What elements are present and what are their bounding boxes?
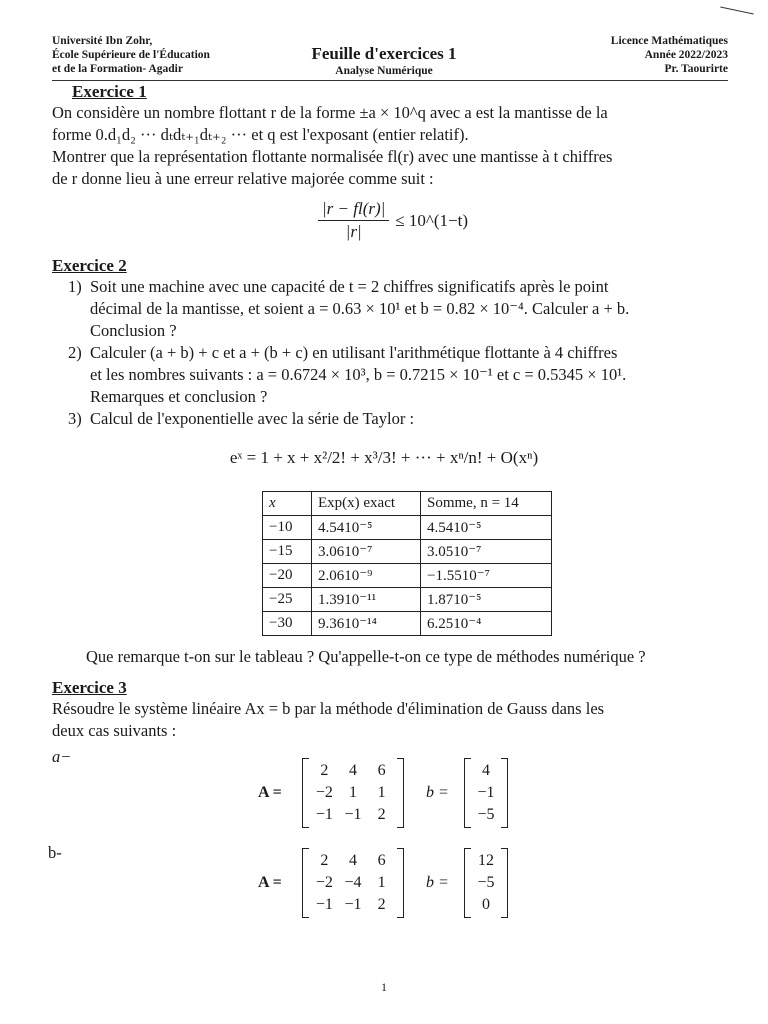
matrix-cell: −2 — [315, 874, 333, 891]
sheet-subtitle: Analyse Numérique — [335, 65, 433, 77]
vector-cell: 4 — [482, 762, 490, 779]
matrix-row — [310, 760, 396, 782]
table-question: Que remarque t-on sur le tableau ? Qu'appelle-t-on ce type de méthodes numérique ? — [86, 647, 646, 666]
left-bracket — [464, 848, 471, 918]
table-cell: −15 — [263, 540, 312, 564]
matrix-cell: 1 — [348, 784, 357, 801]
vector-cell: 12 — [478, 852, 494, 869]
exercise-1-text — [52, 102, 612, 190]
item-line: et les nombres suivants : a = 0.6724 × 10³, b = 0.7215 × 10⁻¹ et c = 0.5345 × 10¹. — [90, 365, 627, 384]
vector-cell: 0 — [482, 896, 490, 913]
table-row — [263, 612, 552, 636]
course-line: Licence Mathématiques — [610, 35, 728, 47]
list-item — [68, 276, 728, 342]
table-cell: 1.3910⁻¹¹ — [312, 588, 421, 612]
vector-row — [469, 760, 503, 782]
vector-b2 — [464, 848, 508, 918]
vector-cell: −5 — [477, 874, 495, 891]
matrix-row — [310, 782, 396, 804]
exp-table-wrapper — [262, 491, 552, 636]
table-cell: −10 — [263, 516, 312, 540]
taylor-series-formula: eˣ = 1 + x + x²/2! + x³/3! + ··· + xⁿ/n! + O(xⁿ) — [229, 448, 539, 467]
table-cell: 4.5410⁻⁵ — [312, 516, 421, 540]
pen-mark — [720, 6, 753, 14]
column-header: x — [263, 492, 312, 516]
vector-b-label: b = — [426, 784, 449, 801]
text-line: On considère un nombre flottant r de la forme ±a × 10^q avec a est la mantisse de la — [52, 103, 608, 122]
vector-cell: −1 — [477, 784, 495, 801]
list-item — [68, 408, 728, 430]
item-line: Soit une machine avec une capacité de t = 2 chiffres significatifs après le point — [90, 277, 609, 296]
relative-error-formula — [318, 198, 468, 243]
table-cell: 9.3610⁻¹⁴ — [312, 612, 421, 636]
item-line: Calculer (a + b) + c et a + (b + c) en utilisant l'arithmétique flottante à 4 chiffres — [90, 343, 618, 362]
right-bracket — [501, 848, 508, 918]
inequality-rhs: ≤ 10^(1−t) — [395, 210, 469, 230]
page-number: 1 — [381, 980, 387, 994]
table-cell: −30 — [263, 612, 312, 636]
table-cell: 6.2510⁻⁴ — [421, 612, 552, 636]
table-cell: 3.0610⁻⁷ — [312, 540, 421, 564]
matrix-cell: 2 — [320, 762, 329, 779]
column-header: Somme, n = 14 — [421, 492, 552, 516]
table-cell: −1.5510⁻⁷ — [421, 564, 552, 588]
item-line: Remarques et conclusion ? — [90, 387, 268, 406]
left-bracket — [302, 758, 309, 828]
exercise-3-text — [52, 698, 604, 742]
matrix-cell: 2 — [377, 896, 386, 913]
table-cell: −20 — [263, 564, 312, 588]
matrix-cell: 1 — [377, 784, 386, 801]
vector-b-label: b = — [426, 874, 449, 891]
column-header: Exp(x) exact — [312, 492, 421, 516]
text-line: de r donne lieu à une erreur relative majorée comme suit : — [52, 169, 434, 188]
table-header-row — [263, 492, 552, 516]
matrix-cell: −2 — [315, 784, 333, 801]
table-row — [263, 588, 552, 612]
matrix-cell: 2 — [377, 806, 386, 823]
matrix-a2 — [302, 848, 404, 918]
matrix-cell: 6 — [377, 852, 386, 869]
table-cell: 3.0510⁻⁷ — [421, 540, 552, 564]
vector-row — [469, 894, 503, 916]
matrix-a1 — [302, 758, 404, 828]
right-bracket — [501, 758, 508, 828]
vector-row — [469, 872, 503, 894]
vector-b1 — [464, 758, 508, 828]
fraction-numerator: |r − fl(r)| — [318, 198, 389, 221]
text-line: deux cas suivants : — [52, 721, 177, 740]
exercise-2-title: Exercice 2 — [52, 256, 127, 275]
table-cell: 4.5410⁻⁵ — [421, 516, 552, 540]
left-bracket — [464, 758, 471, 828]
matrix-cell: 2 — [320, 852, 329, 869]
table-row — [263, 516, 552, 540]
table-row — [263, 564, 552, 588]
matrix-row — [310, 850, 396, 872]
vector-cell: −5 — [477, 806, 495, 823]
fraction — [318, 198, 389, 243]
matrix-cell: −4 — [344, 874, 362, 891]
matrix-a-label: A = — [258, 784, 282, 801]
institution-line: Université Ibn Zohr, — [52, 35, 153, 47]
item-number: 2) — [68, 343, 82, 362]
matrix-row — [310, 894, 396, 916]
right-bracket — [397, 758, 404, 828]
text-line: Résoudre le système linéaire Ax = b par la méthode d'élimination de Gauss dans les — [52, 699, 605, 718]
matrix-row — [310, 804, 396, 826]
matrix-cell: −1 — [344, 896, 362, 913]
header-divider — [52, 80, 728, 81]
list-item — [68, 342, 728, 408]
item-number: 1) — [68, 277, 82, 296]
exercise-2-items — [68, 276, 728, 430]
vector-row — [469, 850, 503, 872]
left-bracket — [302, 848, 309, 918]
right-bracket — [397, 848, 404, 918]
fraction-denominator: |r| — [345, 222, 362, 241]
case-b-label: b- — [48, 843, 62, 862]
item-number: 3) — [68, 409, 82, 428]
table-row — [263, 540, 552, 564]
item-line: décimal de la mantisse, et soient a = 0.63 × 10¹ et b = 0.82 × 10⁻⁴. Calculer a + b. — [90, 299, 630, 318]
sheet-title: Feuille d'exercices 1 — [311, 44, 457, 63]
matrix-a-label: A = — [258, 874, 282, 891]
matrix-row — [310, 872, 396, 894]
matrix-cell: 6 — [377, 762, 386, 779]
case-a-label: a− — [52, 747, 72, 766]
course-line: Année 2022/2023 — [644, 49, 728, 61]
text-line: Montrer que la représentation flottante normalisée fl(r) avec une mantisse à t chiffres — [52, 147, 613, 166]
institution-line: et de la Formation- Agadir — [52, 63, 183, 75]
item-line: Conclusion ? — [90, 321, 177, 340]
course-line: Pr. Taourirte — [664, 63, 728, 75]
matrix-cell: −1 — [315, 896, 333, 913]
exercise-3-title: Exercice 3 — [52, 678, 127, 697]
exercise-1-title: Exercice 1 — [72, 82, 147, 101]
table-cell: 2.0610⁻⁹ — [312, 564, 421, 588]
text-line: forme 0.d₁d₂ ··· dₜdₜ₊₁dₜ₊₂ ··· et q est l'exposant (entier relatif). — [52, 125, 469, 144]
vector-row — [469, 804, 503, 826]
matrix-cell: 1 — [377, 874, 386, 891]
table-cell: 1.8710⁻⁵ — [421, 588, 552, 612]
header-course-info — [611, 34, 728, 76]
matrix-cell: −1 — [315, 806, 333, 823]
item-line: Calcul de l'exponentielle avec la série de Taylor : — [90, 409, 415, 428]
matrix-cell: −1 — [344, 806, 362, 823]
institution-line: École Supérieure de l'Éducation — [52, 49, 210, 61]
matrix-cell: 4 — [348, 852, 357, 869]
table-cell: −25 — [263, 588, 312, 612]
exp-comparison-table — [262, 491, 552, 636]
vector-row — [469, 782, 503, 804]
matrix-cell: 4 — [348, 762, 357, 779]
